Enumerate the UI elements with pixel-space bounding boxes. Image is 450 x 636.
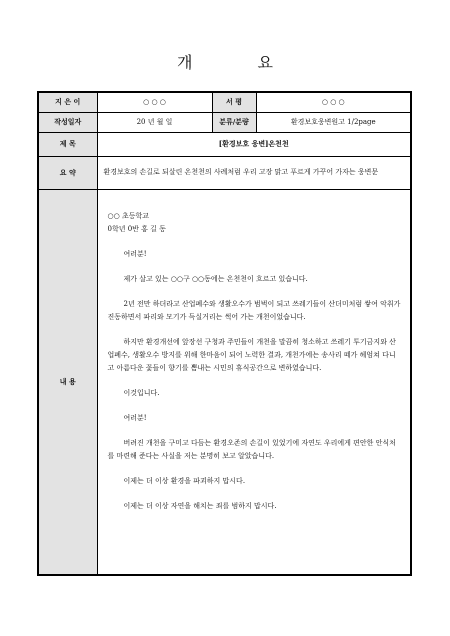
author-label: 지 은 이 bbox=[38, 92, 97, 112]
paragraph: 이제는 더 이상 자연을 해치는 죄를 범하지 맙시다. bbox=[123, 501, 277, 510]
paragraph: 이제는 더 이상 환경을 파괴하지 맙시다. bbox=[123, 476, 246, 485]
content-body bbox=[97, 189, 411, 575]
subject-value: [환경보호 웅변]온천천 bbox=[97, 132, 411, 156]
document-form bbox=[37, 91, 412, 576]
category-value: 환경보호웅변원고 1/2page bbox=[256, 112, 411, 132]
author-value: ○ ○ ○ bbox=[97, 92, 212, 112]
date-label: 작성일자 bbox=[38, 112, 97, 132]
paragraph: 여러분! bbox=[123, 249, 147, 258]
paragraph: 하지만 환경개선에 앞장선 구청과 주민들이 개천을 말끔히 청소하고 쓰레기 투기금지와 산업폐수, 생활오수 방지를 위해 한마음이 되어 노력한 결과, 개천가에는 송사리 떼가 헤엄쳐 다니고 아름다운 꽃들이 향기를 뽐내는 시민의 휴식공간으로 변하였습니다. bbox=[107, 337, 396, 372]
review-label: 서 평 bbox=[212, 92, 256, 112]
page-title: 개 요 bbox=[177, 53, 303, 72]
paragraph: 제가 살고 있는 ○○구 ○○동에는 온천천이 흐르고 있습니다. bbox=[123, 274, 308, 283]
date-value: 20 년 월 일 bbox=[97, 112, 212, 132]
summary-value: 환경보호의 손길로 되살린 온천천의 사례처럼 우리 고장 맑고 푸르게 가꾸어 가자는 웅변문 bbox=[97, 156, 411, 189]
paragraph: 2년 전만 하더라고 산업폐수와 생활오수가 범벅이 되고 쓰레기들이 산더미처럼 쌓여 악취가 진동하면서 파리와 모기가 득실거리는 썩어 가는 개천이었습니다. bbox=[107, 299, 401, 321]
paragraph: 버려진 개천을 구미고 다듬는 환경오존의 손길이 있었기에 자연도 우리에게 편안한 안식처를 마련해 준다는 사실을 저는 분명히 보고 알았습니다. bbox=[107, 438, 396, 460]
content-label: 내 용 bbox=[38, 189, 97, 575]
review-value: ○ ○ ○ bbox=[256, 92, 411, 112]
student-line: 0학년 0반 홍 길 동 bbox=[107, 224, 166, 233]
summary-label: 요 약 bbox=[38, 156, 97, 189]
category-label: 분류/분량 bbox=[212, 112, 256, 132]
subject-label: 제 목 bbox=[38, 132, 97, 156]
paragraph: 이것입니다. bbox=[123, 388, 160, 397]
paragraph: 여러분! bbox=[123, 413, 147, 422]
school-line: ○○ 초등학교 bbox=[107, 211, 149, 220]
